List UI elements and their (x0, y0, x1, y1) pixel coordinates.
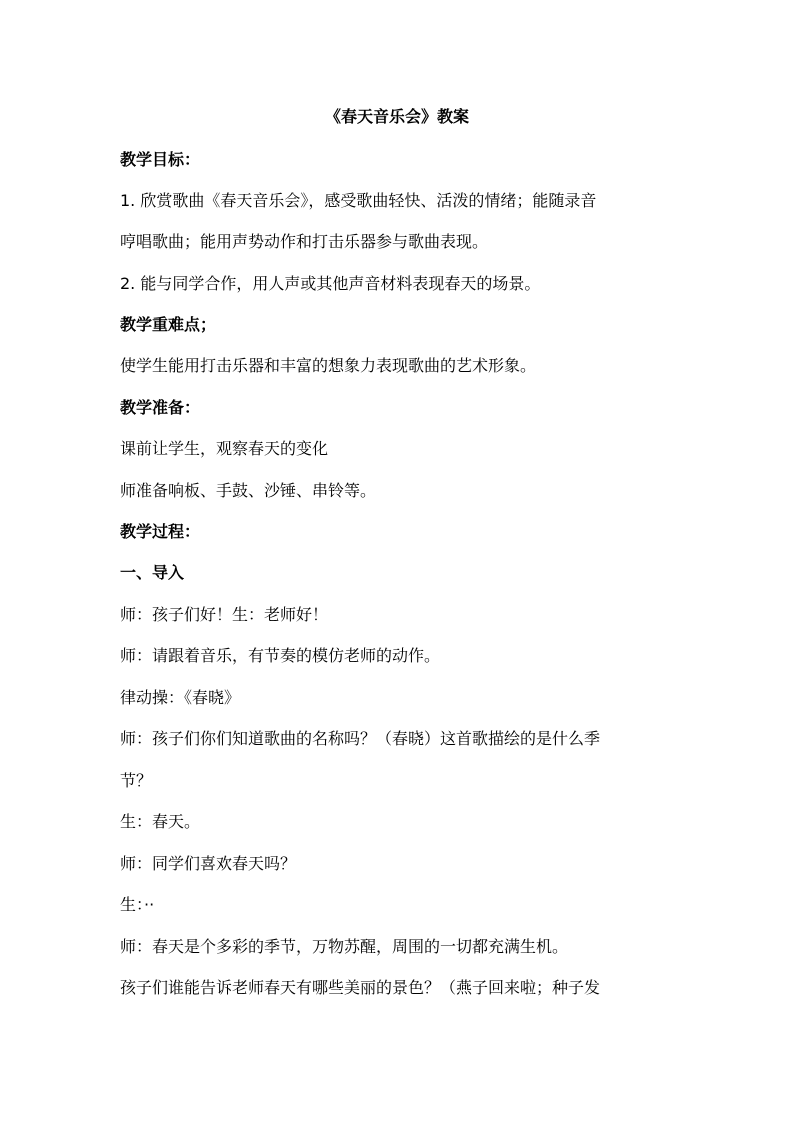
dialogue-line: 节？ (120, 771, 153, 790)
heading-teaching-goals: 教学目标： (120, 150, 201, 169)
heading-key-points: 教学重难点； (120, 315, 217, 334)
heading-process: 教学过程： (120, 522, 201, 541)
goal-2: 2. 能与同学合作，用人声或其他声音材料表现春天的场景。 (120, 274, 541, 293)
preparation-line-1: 课前让学生，观察春天的变化 (120, 439, 329, 458)
dialogue-line: 律动操：《春晓》 (120, 688, 241, 707)
section-intro-heading: 一、导入 (120, 563, 185, 582)
dialogue-line: 孩子们谁能告诉老师春天有哪些美丽的景色？（燕子回来啦；种子发 (120, 978, 601, 997)
document-title: 《春天音乐会》教案 (324, 107, 469, 126)
preparation-line-2: 师准备响板、手鼓、沙锤、串铃等。 (120, 481, 377, 500)
dialogue-line: 师：孩子们好！生：老师好！ (120, 605, 329, 624)
dialogue-line: 师：请跟着音乐，有节奏的模仿老师的动作。 (120, 646, 441, 665)
goal-1-line-2: 哼唱歌曲；能用声势动作和打击乐器参与歌曲表现。 (120, 232, 489, 251)
dialogue-line: 师：同学们喜欢春天吗？ (120, 854, 297, 873)
goal-1-line-1: 1. 欣赏歌曲《春天音乐会》，感受歌曲轻快、活泼的情绪；能随录音 (120, 191, 597, 210)
heading-preparation: 教学准备： (120, 398, 201, 417)
dialogue-line: 生：春天。 (120, 812, 201, 831)
dialogue-line: 师：春天是个多彩的季节，万物苏醒，周围的一切都充满生机。 (120, 937, 569, 956)
dialogue-line: 生：·· (120, 895, 155, 914)
dialogue-line: 师：孩子们你们知道歌曲的名称吗？（春晓）这首歌描绘的是什么季 (120, 729, 601, 748)
key-points-text: 使学生能用打击乐器和丰富的想象力表现歌曲的艺术形象。 (120, 356, 537, 375)
